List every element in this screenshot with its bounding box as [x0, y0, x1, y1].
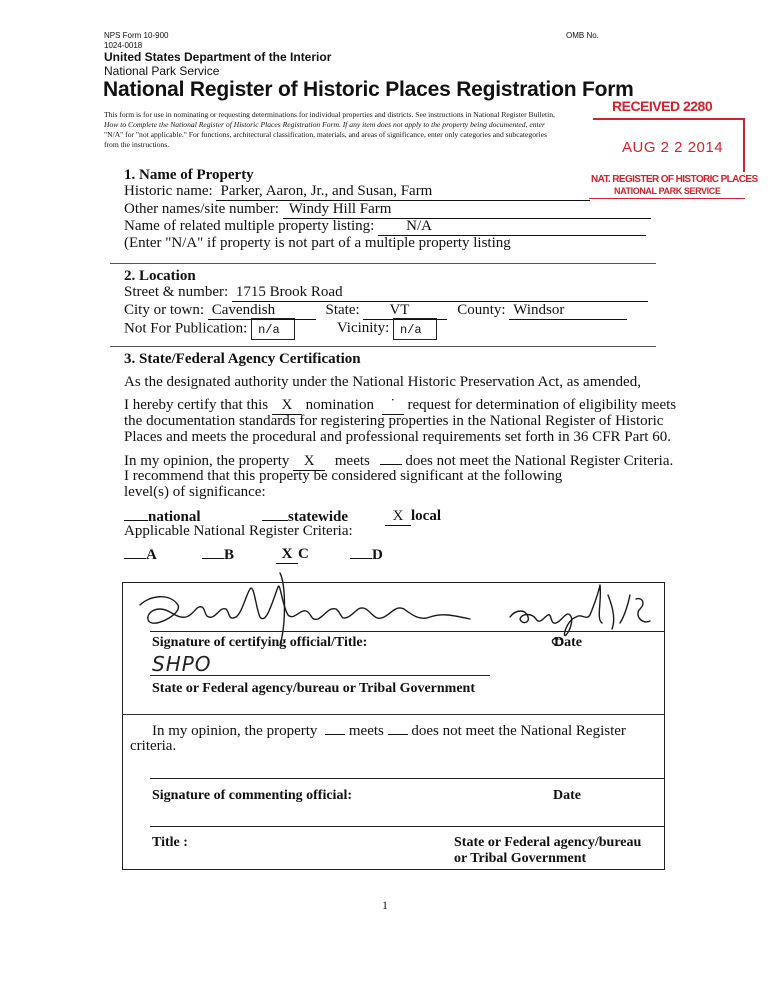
- certifying-signature-label: Signature of certifying official/Title:: [152, 635, 368, 650]
- opinion-line-3: level(s) of significance:: [124, 484, 266, 500]
- certify-text-b: nomination: [305, 397, 374, 413]
- commenting-date-label: Date: [553, 788, 581, 803]
- county-label: County:: [457, 302, 506, 318]
- city-value[interactable]: Cavendish: [208, 303, 316, 320]
- department-name: United States Department of the Interior: [104, 50, 332, 64]
- service-name: National Park Service: [104, 64, 220, 78]
- criteria-c-checkbox[interactable]: X: [276, 547, 298, 564]
- city-label: City or town:: [124, 302, 205, 318]
- omb-number: 1024-0018: [104, 41, 143, 50]
- commenting-opinion-text-b: meets: [348, 723, 384, 739]
- local-label: local: [411, 508, 441, 524]
- other-names-value[interactable]: Windy Hill Farm: [283, 202, 651, 219]
- page-title: National Register of Historic Places Registration Form: [103, 78, 634, 101]
- vicinity-field[interactable]: n/a: [393, 318, 437, 340]
- commenting-opinion-line-2: criteria.: [130, 738, 177, 754]
- commenting-signature-line: [150, 778, 664, 779]
- state-value[interactable]: VT: [363, 303, 447, 320]
- agency-label-2a: State or Federal agency/bureau: [454, 835, 642, 850]
- page-number: 1: [382, 898, 388, 912]
- criteria-a: [124, 546, 157, 564]
- nomination-checkbox[interactable]: X: [272, 398, 302, 415]
- opinion-line-2: I recommend that this property be considered significant at the following: [124, 468, 563, 484]
- not-for-publication-label: Not For Publication:: [124, 320, 248, 337]
- certify-text-a: I hereby certify that this: [124, 397, 269, 413]
- form-number: NPS Form 10-900: [104, 31, 169, 40]
- request-checkbox[interactable]: ˙: [382, 398, 404, 415]
- instructions-line-1: This form is for use in nominating or requesting determinations for individual properties and districts. See instructions in National Register Bulletin,: [104, 110, 555, 119]
- agency-label-2b: or Tribal Government: [454, 851, 587, 866]
- title-label: Title :: [152, 835, 188, 850]
- certify-text-c: request for determination of eligibility meets: [407, 397, 677, 413]
- not-for-publication-field[interactable]: n/a: [251, 318, 295, 340]
- title-signature-line: [150, 826, 664, 827]
- authority-text: As the designated authority under the National Historic Preservation Act, as amended,: [124, 374, 641, 390]
- instructions-line-3: "N/A" for "not applicable." For functions, architectural classification, materials, and areas of significance, enter only categories and subcategories: [104, 130, 547, 139]
- omb-label: OMB No.: [566, 31, 599, 40]
- county-value[interactable]: Windsor: [509, 303, 627, 320]
- statewide-label: statewide: [288, 509, 348, 525]
- historic-name-row: [124, 183, 590, 201]
- other-names-label: Other names/site number:: [124, 201, 279, 217]
- meets-checkbox[interactable]: X: [293, 454, 325, 471]
- title-line: [150, 675, 490, 676]
- statewide-checkbox[interactable]: [262, 508, 288, 521]
- criteria-a-checkbox[interactable]: [124, 546, 146, 559]
- state-label: State:: [325, 302, 360, 318]
- street-row: [124, 284, 648, 302]
- signature-line: [150, 631, 665, 632]
- section-3-heading: 3. State/Federal Agency Certification: [124, 351, 361, 367]
- multiple-listing-label: Name of related multiple property listing:: [124, 218, 375, 234]
- certification-box-divider: [122, 714, 665, 715]
- certify-line-3: Places and meets the procedural and professional requirements set forth in 36 CFR Part 60.: [124, 429, 671, 445]
- vicinity-label: Vicinity:: [336, 320, 390, 337]
- national-label: national: [148, 509, 201, 525]
- section-1-heading: 1. Name of Property: [124, 167, 254, 183]
- publication-row: [124, 318, 437, 340]
- section-divider: [110, 263, 656, 264]
- title-handwritten: SHPO: [152, 652, 212, 676]
- certify-line-2: the documentation standards for registering properties in the National Register of Historic: [124, 413, 664, 429]
- stamp-line-1: NAT. REGISTER OF HISTORIC PLACES: [591, 174, 758, 185]
- other-names-row: [124, 201, 651, 219]
- opinion-text-c: does not meet the National Register Criteria.: [405, 453, 674, 469]
- criteria-a-label: A: [146, 547, 157, 563]
- instructions-line-2: How to Complete the National Register of Historic Places Registration Form. If any item does not apply to the property being documented, enter: [104, 120, 545, 129]
- criteria-c: [276, 546, 309, 564]
- commenting-opinion-text-a: In my opinion, the property: [152, 723, 318, 739]
- street-label: Street & number:: [124, 284, 229, 300]
- criteria-c-label: C: [298, 546, 309, 562]
- section-2-heading: 2. Location: [124, 268, 196, 284]
- multiple-listing-value[interactable]: N/A: [378, 219, 646, 236]
- multiple-listing-row: [124, 218, 646, 236]
- certifying-date-label: Date: [554, 635, 582, 650]
- local-checkbox[interactable]: X: [385, 509, 411, 526]
- criteria-b-checkbox[interactable]: [202, 546, 224, 559]
- level-local: [385, 508, 441, 526]
- national-checkbox[interactable]: [124, 508, 148, 521]
- stamp-received: RECEIVED 2280: [612, 98, 713, 114]
- multiple-listing-note: (Enter "N/A" if property is not part of a multiple property listing: [124, 235, 511, 251]
- historic-name-label: Historic name:: [124, 183, 213, 199]
- historic-name-value[interactable]: Parker, Aaron, Jr., and Susan, Farm: [216, 184, 590, 201]
- commenting-signature-label: Signature of commenting official:: [152, 788, 352, 803]
- criteria-d-label: D: [372, 547, 383, 563]
- stamp-date: AUG 2 2 2014: [622, 139, 724, 156]
- opinion-text-b: meets: [334, 453, 370, 469]
- commenting-opinion-text-c: does not meet the National Register: [411, 723, 626, 739]
- stamp-bottom-line: [589, 198, 745, 199]
- section-divider: [110, 346, 656, 347]
- agency-label: State or Federal agency/bureau or Tribal Government: [152, 681, 476, 696]
- criteria-d: [350, 546, 383, 564]
- instructions-line-4: from the instructions.: [104, 140, 170, 149]
- criteria-d-checkbox[interactable]: [350, 546, 372, 559]
- commenting-opinion-line-1: [152, 722, 626, 740]
- criteria-label: Applicable National Register Criteria:: [124, 523, 353, 539]
- criteria-b-label: B: [224, 547, 235, 563]
- opinion-text-a: In my opinion, the property: [124, 453, 290, 469]
- commenting-does-not-meet-checkbox[interactable]: [388, 722, 408, 735]
- commenting-meets-checkbox[interactable]: [325, 722, 345, 735]
- does-not-meet-checkbox[interactable]: [380, 452, 402, 465]
- criteria-b: [202, 546, 234, 564]
- street-value[interactable]: 1715 Brook Road: [232, 285, 648, 302]
- stamp-line-2: NATIONAL PARK SERVICE: [614, 186, 721, 196]
